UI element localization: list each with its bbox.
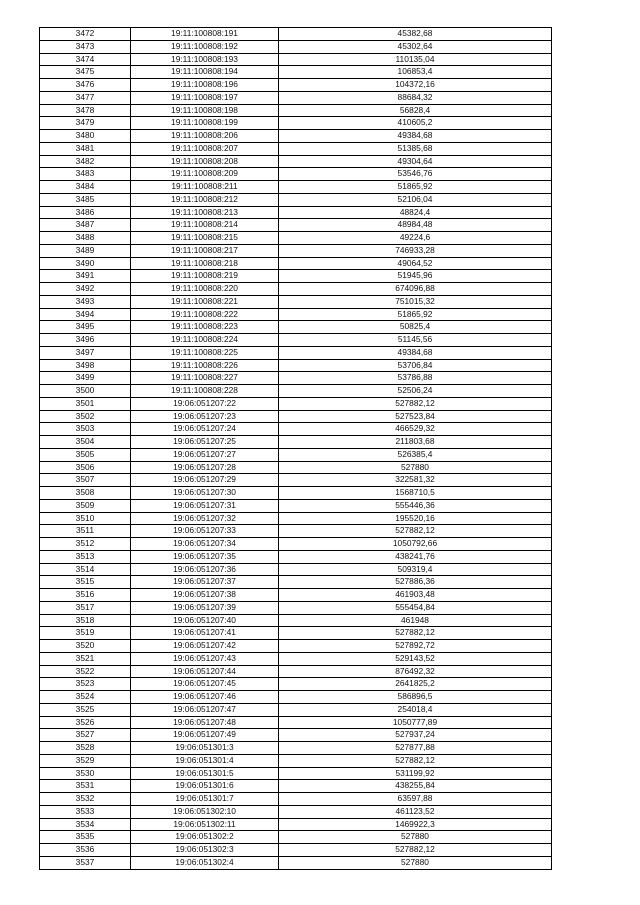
cadastral-number-cell: 19:11:100808:211 <box>131 181 279 194</box>
cadastral-number-cell: 19:06:051302:4 <box>131 856 279 869</box>
row-number-cell: 3520 <box>40 640 131 653</box>
row-number-cell: 3481 <box>40 142 131 155</box>
value-cell: 49384,68 <box>279 346 552 359</box>
value-cell: 211803,68 <box>279 436 552 449</box>
table-row <box>40 601 552 614</box>
value-cell: 527892,72 <box>279 640 552 653</box>
table-row <box>40 831 552 844</box>
cadastral-number-cell: 19:06:051207:32 <box>131 512 279 525</box>
cadastral-number-cell: 19:11:100808:226 <box>131 359 279 372</box>
table-row <box>40 640 552 653</box>
value-cell: 104372,16 <box>279 79 552 92</box>
value-cell: 195520,16 <box>279 512 552 525</box>
row-number-cell: 3517 <box>40 601 131 614</box>
row-number-cell: 3496 <box>40 334 131 347</box>
row-number-cell: 3483 <box>40 168 131 181</box>
table-row <box>40 844 552 857</box>
table-row <box>40 397 552 410</box>
cadastral-number-cell: 19:11:100808:199 <box>131 117 279 130</box>
row-number-cell: 3498 <box>40 359 131 372</box>
table-row <box>40 691 552 704</box>
value-cell: 1469922,3 <box>279 818 552 831</box>
cadastral-number-cell: 19:11:100808:193 <box>131 53 279 66</box>
value-cell: 586896,5 <box>279 691 552 704</box>
cadastral-number-cell: 19:06:051207:46 <box>131 691 279 704</box>
row-number-cell: 3535 <box>40 831 131 844</box>
value-cell: 527882,12 <box>279 844 552 857</box>
cadastral-number-cell: 19:06:051207:24 <box>131 423 279 436</box>
row-number-cell: 3473 <box>40 40 131 53</box>
value-cell: 88684,32 <box>279 91 552 104</box>
cadastral-number-cell: 19:06:051302:3 <box>131 844 279 857</box>
row-number-cell: 3511 <box>40 525 131 538</box>
table-row <box>40 283 552 296</box>
table-row <box>40 487 552 500</box>
table-row <box>40 53 552 66</box>
value-cell: 527877,88 <box>279 742 552 755</box>
value-cell: 48984,48 <box>279 219 552 232</box>
cadastral-number-cell: 19:06:051207:48 <box>131 716 279 729</box>
value-cell: 106853,4 <box>279 66 552 79</box>
value-cell: 52106,04 <box>279 193 552 206</box>
cadastral-number-cell: 19:06:051207:31 <box>131 499 279 512</box>
value-cell: 45382,68 <box>279 28 552 41</box>
cadastral-number-cell: 19:06:051207:43 <box>131 652 279 665</box>
cadastral-number-cell: 19:11:100808:206 <box>131 130 279 143</box>
row-number-cell: 3525 <box>40 703 131 716</box>
table-row <box>40 703 552 716</box>
cadastral-number-cell: 19:06:051302:11 <box>131 818 279 831</box>
row-number-cell: 3526 <box>40 716 131 729</box>
cadastral-number-cell: 19:11:100808:221 <box>131 295 279 308</box>
cadastral-number-cell: 19:11:100808:225 <box>131 346 279 359</box>
value-cell: 45302,64 <box>279 40 552 53</box>
row-number-cell: 3489 <box>40 244 131 257</box>
table-row <box>40 589 552 602</box>
value-cell: 110135,04 <box>279 53 552 66</box>
value-cell: 322581,32 <box>279 474 552 487</box>
value-cell: 674096,88 <box>279 283 552 296</box>
cadastral-number-cell: 19:11:100808:207 <box>131 142 279 155</box>
value-cell: 49304,64 <box>279 155 552 168</box>
cadastral-number-cell: 19:06:051301:3 <box>131 742 279 755</box>
value-cell: 531199,92 <box>279 767 552 780</box>
table-row <box>40 499 552 512</box>
row-number-cell: 3495 <box>40 321 131 334</box>
value-cell: 438241,76 <box>279 550 552 563</box>
row-number-cell: 3497 <box>40 346 131 359</box>
cadastral-number-cell: 19:11:100808:196 <box>131 79 279 92</box>
row-number-cell: 3516 <box>40 589 131 602</box>
row-number-cell: 3482 <box>40 155 131 168</box>
row-number-cell: 3536 <box>40 844 131 857</box>
row-number-cell: 3537 <box>40 856 131 869</box>
table-row <box>40 576 552 589</box>
table-row <box>40 538 552 551</box>
table-body <box>40 28 552 870</box>
table-row <box>40 142 552 155</box>
cadastral-number-cell: 19:06:051207:44 <box>131 665 279 678</box>
row-number-cell: 3514 <box>40 563 131 576</box>
row-number-cell: 3509 <box>40 499 131 512</box>
table-row <box>40 359 552 372</box>
value-cell: 53786,88 <box>279 372 552 385</box>
value-cell: 53546,76 <box>279 168 552 181</box>
value-cell: 527882,12 <box>279 397 552 410</box>
cadastral-number-cell: 19:11:100808:198 <box>131 104 279 117</box>
cadastral-number-cell: 19:11:100808:228 <box>131 385 279 398</box>
cadastral-number-cell: 19:06:051207:42 <box>131 640 279 653</box>
table-row <box>40 181 552 194</box>
table-row <box>40 40 552 53</box>
row-number-cell: 3522 <box>40 665 131 678</box>
table-row <box>40 461 552 474</box>
row-number-cell: 3527 <box>40 729 131 742</box>
cadastral-number-cell: 19:06:051301:4 <box>131 754 279 767</box>
value-cell: 751015,32 <box>279 295 552 308</box>
cadastral-number-cell: 19:11:100808:212 <box>131 193 279 206</box>
cadastral-number-cell: 19:11:100808:227 <box>131 372 279 385</box>
table-row <box>40 130 552 143</box>
cadastral-number-cell: 19:06:051207:33 <box>131 525 279 538</box>
row-number-cell: 3488 <box>40 232 131 245</box>
row-number-cell: 3508 <box>40 487 131 500</box>
cadastral-number-cell: 19:11:100808:220 <box>131 283 279 296</box>
cadastral-number-cell: 19:06:051207:40 <box>131 614 279 627</box>
value-cell: 254018,4 <box>279 703 552 716</box>
table-row <box>40 563 552 576</box>
row-number-cell: 3478 <box>40 104 131 117</box>
row-number-cell: 3492 <box>40 283 131 296</box>
value-cell: 461123,52 <box>279 805 552 818</box>
value-cell: 438255,84 <box>279 780 552 793</box>
table-row <box>40 729 552 742</box>
table-row <box>40 117 552 130</box>
row-number-cell: 3507 <box>40 474 131 487</box>
row-number-cell: 3510 <box>40 512 131 525</box>
row-number-cell: 3505 <box>40 448 131 461</box>
row-number-cell: 3486 <box>40 206 131 219</box>
table-row <box>40 193 552 206</box>
value-cell: 461948 <box>279 614 552 627</box>
table-row <box>40 742 552 755</box>
row-number-cell: 3480 <box>40 130 131 143</box>
cadastral-number-cell: 19:06:051301:6 <box>131 780 279 793</box>
value-cell: 527523,84 <box>279 410 552 423</box>
table-row <box>40 410 552 423</box>
row-number-cell: 3532 <box>40 793 131 806</box>
row-number-cell: 3523 <box>40 678 131 691</box>
row-number-cell: 3484 <box>40 181 131 194</box>
value-cell: 527882,12 <box>279 627 552 640</box>
value-cell: 49224,6 <box>279 232 552 245</box>
row-number-cell: 3494 <box>40 308 131 321</box>
row-number-cell: 3491 <box>40 270 131 283</box>
row-number-cell: 3518 <box>40 614 131 627</box>
table-row <box>40 219 552 232</box>
value-cell: 49384,68 <box>279 130 552 143</box>
table-row <box>40 334 552 347</box>
data-table <box>39 27 552 870</box>
row-number-cell: 3500 <box>40 385 131 398</box>
cadastral-number-cell: 19:06:051207:49 <box>131 729 279 742</box>
table-row <box>40 385 552 398</box>
value-cell: 527937,24 <box>279 729 552 742</box>
value-cell: 53706,84 <box>279 359 552 372</box>
table-row <box>40 257 552 270</box>
cadastral-number-cell: 19:06:051207:39 <box>131 601 279 614</box>
table-row <box>40 550 552 563</box>
value-cell: 555454,84 <box>279 601 552 614</box>
row-number-cell: 3476 <box>40 79 131 92</box>
value-cell: 527886,36 <box>279 576 552 589</box>
value-cell: 527880 <box>279 856 552 869</box>
value-cell: 51385,68 <box>279 142 552 155</box>
value-cell: 52506,24 <box>279 385 552 398</box>
table-row <box>40 793 552 806</box>
row-number-cell: 3503 <box>40 423 131 436</box>
table-row <box>40 66 552 79</box>
row-number-cell: 3499 <box>40 372 131 385</box>
cadastral-number-cell: 19:06:051207:45 <box>131 678 279 691</box>
table-row <box>40 28 552 41</box>
value-cell: 555446,36 <box>279 499 552 512</box>
row-number-cell: 3474 <box>40 53 131 66</box>
value-cell: 63597,88 <box>279 793 552 806</box>
cadastral-number-cell: 19:11:100808:209 <box>131 168 279 181</box>
row-number-cell: 3472 <box>40 28 131 41</box>
cadastral-number-cell: 19:06:051207:25 <box>131 436 279 449</box>
value-cell: 1050777,89 <box>279 716 552 729</box>
value-cell: 529143,52 <box>279 652 552 665</box>
row-number-cell: 3513 <box>40 550 131 563</box>
table-row <box>40 448 552 461</box>
table-row <box>40 321 552 334</box>
table-row <box>40 856 552 869</box>
row-number-cell: 3521 <box>40 652 131 665</box>
table-row <box>40 244 552 257</box>
row-number-cell: 3477 <box>40 91 131 104</box>
value-cell: 526385,4 <box>279 448 552 461</box>
table-row <box>40 614 552 627</box>
value-cell: 51145,56 <box>279 334 552 347</box>
table-row <box>40 308 552 321</box>
row-number-cell: 3519 <box>40 627 131 640</box>
table-row <box>40 512 552 525</box>
value-cell: 50825,4 <box>279 321 552 334</box>
table-row <box>40 270 552 283</box>
table-row <box>40 818 552 831</box>
table-row <box>40 754 552 767</box>
cadastral-number-cell: 19:06:051207:38 <box>131 589 279 602</box>
value-cell: 56828,4 <box>279 104 552 117</box>
cadastral-number-cell: 19:06:051207:36 <box>131 563 279 576</box>
row-number-cell: 3490 <box>40 257 131 270</box>
table-row <box>40 652 552 665</box>
cadastral-number-cell: 19:11:100808:213 <box>131 206 279 219</box>
cadastral-number-cell: 19:11:100808:222 <box>131 308 279 321</box>
value-cell: 527882,12 <box>279 525 552 538</box>
row-number-cell: 3506 <box>40 461 131 474</box>
row-number-cell: 3487 <box>40 219 131 232</box>
table-row <box>40 168 552 181</box>
table-row <box>40 665 552 678</box>
row-number-cell: 3530 <box>40 767 131 780</box>
value-cell: 2641825,2 <box>279 678 552 691</box>
cadastral-number-cell: 19:11:100808:224 <box>131 334 279 347</box>
table-row <box>40 423 552 436</box>
cadastral-number-cell: 19:06:051207:30 <box>131 487 279 500</box>
value-cell: 876492,32 <box>279 665 552 678</box>
table-row <box>40 91 552 104</box>
value-cell: 466529,32 <box>279 423 552 436</box>
table-row <box>40 805 552 818</box>
value-cell: 51945,96 <box>279 270 552 283</box>
table-row <box>40 767 552 780</box>
row-number-cell: 3524 <box>40 691 131 704</box>
row-number-cell: 3533 <box>40 805 131 818</box>
row-number-cell: 3493 <box>40 295 131 308</box>
cadastral-number-cell: 19:06:051302:10 <box>131 805 279 818</box>
table-row <box>40 206 552 219</box>
table-row <box>40 372 552 385</box>
cadastral-number-cell: 19:06:051301:5 <box>131 767 279 780</box>
table-row <box>40 436 552 449</box>
table-row <box>40 678 552 691</box>
table-row <box>40 232 552 245</box>
cadastral-number-cell: 19:06:051207:28 <box>131 461 279 474</box>
cadastral-number-cell: 19:11:100808:215 <box>131 232 279 245</box>
cadastral-number-cell: 19:06:051207:37 <box>131 576 279 589</box>
cadastral-number-cell: 19:11:100808:218 <box>131 257 279 270</box>
cadastral-number-cell: 19:11:100808:223 <box>131 321 279 334</box>
cadastral-number-cell: 19:06:051207:27 <box>131 448 279 461</box>
table-row <box>40 780 552 793</box>
row-number-cell: 3515 <box>40 576 131 589</box>
value-cell: 48824,4 <box>279 206 552 219</box>
cadastral-number-cell: 19:06:051302:2 <box>131 831 279 844</box>
cadastral-number-cell: 19:11:100808:219 <box>131 270 279 283</box>
table-row <box>40 79 552 92</box>
cadastral-number-cell: 19:11:100808:208 <box>131 155 279 168</box>
table-row <box>40 104 552 117</box>
table-row <box>40 155 552 168</box>
cadastral-number-cell: 19:11:100808:192 <box>131 40 279 53</box>
row-number-cell: 3475 <box>40 66 131 79</box>
cadastral-number-cell: 19:11:100808:197 <box>131 91 279 104</box>
cadastral-number-cell: 19:06:051207:22 <box>131 397 279 410</box>
cadastral-number-cell: 19:06:051207:23 <box>131 410 279 423</box>
value-cell: 1568710,5 <box>279 487 552 500</box>
cadastral-number-cell: 19:06:051207:34 <box>131 538 279 551</box>
value-cell: 461903,48 <box>279 589 552 602</box>
cadastral-number-cell: 19:06:051207:47 <box>131 703 279 716</box>
cadastral-number-cell: 19:06:051207:29 <box>131 474 279 487</box>
cadastral-number-cell: 19:11:100808:191 <box>131 28 279 41</box>
value-cell: 527880 <box>279 461 552 474</box>
row-number-cell: 3528 <box>40 742 131 755</box>
row-number-cell: 3504 <box>40 436 131 449</box>
row-number-cell: 3534 <box>40 818 131 831</box>
cadastral-number-cell: 19:11:100808:217 <box>131 244 279 257</box>
row-number-cell: 3502 <box>40 410 131 423</box>
value-cell: 1050792,66 <box>279 538 552 551</box>
cadastral-number-cell: 19:11:100808:194 <box>131 66 279 79</box>
table-row <box>40 627 552 640</box>
value-cell: 509319,4 <box>279 563 552 576</box>
table-row <box>40 295 552 308</box>
value-cell: 410605,2 <box>279 117 552 130</box>
value-cell: 746933,28 <box>279 244 552 257</box>
row-number-cell: 3479 <box>40 117 131 130</box>
table-row <box>40 525 552 538</box>
value-cell: 527882,12 <box>279 754 552 767</box>
cadastral-number-cell: 19:06:051207:41 <box>131 627 279 640</box>
row-number-cell: 3485 <box>40 193 131 206</box>
row-number-cell: 3529 <box>40 754 131 767</box>
row-number-cell: 3531 <box>40 780 131 793</box>
table-row <box>40 474 552 487</box>
value-cell: 49064,52 <box>279 257 552 270</box>
value-cell: 51865,92 <box>279 181 552 194</box>
cadastral-number-cell: 19:06:051207:35 <box>131 550 279 563</box>
table-row <box>40 346 552 359</box>
row-number-cell: 3501 <box>40 397 131 410</box>
value-cell: 527880 <box>279 831 552 844</box>
cadastral-number-cell: 19:11:100808:214 <box>131 219 279 232</box>
table-row <box>40 716 552 729</box>
row-number-cell: 3512 <box>40 538 131 551</box>
value-cell: 51865,92 <box>279 308 552 321</box>
cadastral-number-cell: 19:06:051301:7 <box>131 793 279 806</box>
